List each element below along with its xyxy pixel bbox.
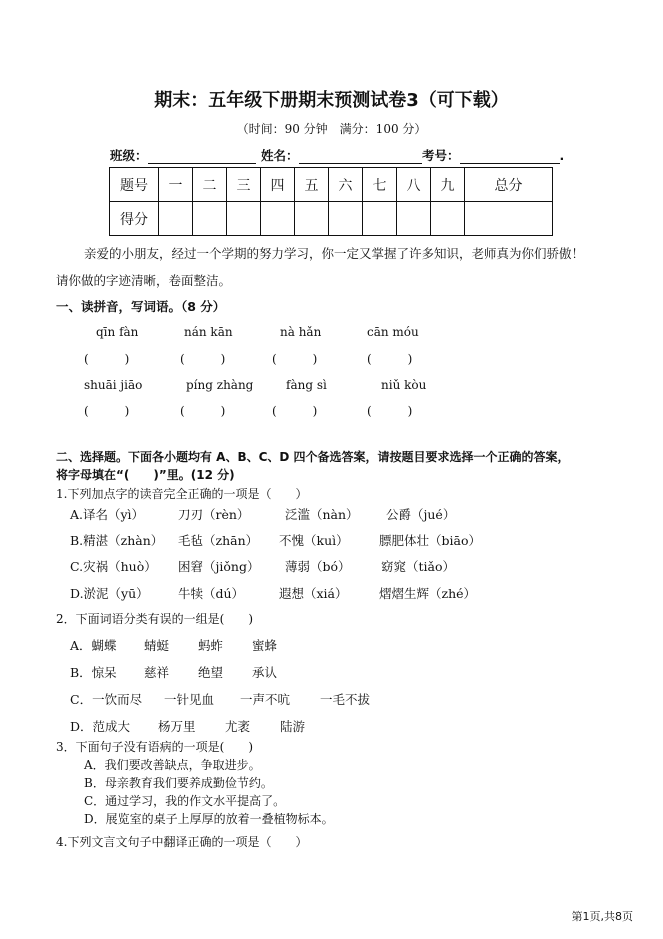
q3-option-c: C．通过学习，我的作文水平提高了。 [84, 794, 286, 808]
score-header-cell: 四 [261, 168, 295, 202]
section-2-heading-line-2: 将字母填在“( )”里。(12 分) [56, 468, 235, 482]
answer-blank[interactable]: ( ) [180, 352, 226, 366]
name-label: 姓名： [261, 148, 299, 163]
score-header-cell: 九 [431, 168, 465, 202]
q2-option-d-item: 杨万里 [158, 719, 196, 734]
q2-option-a-item: 蚂蚱 [198, 638, 224, 653]
score-cell[interactable] [397, 202, 431, 236]
q1-option-c: C.灾祸（huò） [70, 559, 157, 574]
page-title: 期末：五年级下册期末预测试卷3（可下载） [154, 90, 509, 111]
q1-option-d-item: 熠熠生辉（zhé） [379, 586, 477, 601]
pinyin-item: fàng sì [286, 378, 327, 392]
pinyin-item: qīn fàn [96, 325, 139, 339]
score-header-cell: 总分 [465, 168, 553, 202]
score-header-cell: 二 [193, 168, 227, 202]
question-2-stem: 2．下面词语分类有误的一组是( ) [56, 612, 253, 626]
class-field [110, 146, 256, 164]
score-cell[interactable] [431, 202, 465, 236]
question-4-stem: 4.下列文言文句子中翻译正确的一项是（ ） [56, 835, 308, 849]
end-mark: . [559, 148, 565, 163]
q1-option-a-item: 公爵（jué） [386, 507, 456, 522]
score-header-cell: 七 [363, 168, 397, 202]
score-header-cell: 六 [329, 168, 363, 202]
section-1-heading: 一、读拼音，写词语。（8 分） [56, 299, 226, 314]
class-label: 班级： [110, 148, 148, 163]
q1-option-c-item: 薄弱（bó） [285, 559, 351, 574]
q1-option-c-item: 窈窕（tiǎo） [381, 559, 455, 574]
id-blank[interactable] [460, 150, 560, 164]
score-header-cell: 题号 [110, 168, 159, 202]
q2-option-b-item: 承认 [252, 665, 278, 680]
id-label: 考号： [422, 148, 460, 163]
pinyin-item: nán kān [184, 325, 233, 339]
exam-time-info: （时间：90 分钟 满分：100 分） [236, 122, 427, 136]
q2-option-a-item: 蜻蜓 [144, 638, 170, 653]
score-header-cell: 三 [227, 168, 261, 202]
q2-option-d-item: 陆游 [280, 719, 306, 734]
answer-blank[interactable]: ( ) [84, 352, 130, 366]
q3-option-d: D．展览室的桌子上厚厚的放着一叠植物标本。 [84, 812, 334, 826]
score-cell[interactable] [193, 202, 227, 236]
q3-option-b: B．母亲教育我们要养成勤俭节约。 [84, 776, 273, 790]
q1-option-d: D.淤泥（yū） [70, 586, 149, 601]
q2-option-d-item: 尤袤 [225, 719, 251, 734]
q2-option-a: A．蝴蝶 [70, 638, 117, 653]
pinyin-item: píng zhàng [186, 378, 254, 392]
q2-option-c: C．一饮而尽 [70, 692, 143, 707]
page-indicator: 第1页,共8页 [571, 910, 633, 923]
q1-option-a: A.译名（yì） [70, 507, 145, 522]
score-header-cell: 一 [159, 168, 193, 202]
pinyin-item: nà hǎn [280, 325, 322, 339]
q2-option-c-item: 一声不吭 [240, 692, 291, 707]
answer-blank[interactable]: ( ) [367, 352, 413, 366]
score-table-score-row [110, 202, 553, 236]
q1-option-d-item: 遐想（xiá） [279, 586, 348, 601]
q2-option-b: B．惊呆 [70, 665, 117, 680]
score-cell[interactable] [465, 202, 553, 236]
intro-line-1: 亲爱的小朋友，经过一个学期的努力学习，你一定又掌握了许多知识，老师真为你们骄傲！ [84, 246, 585, 261]
q2-option-b-item: 慈祥 [144, 665, 170, 680]
score-cell[interactable] [329, 202, 363, 236]
q1-option-c-item: 困窘（jiǒng） [178, 559, 260, 574]
score-cell[interactable] [363, 202, 397, 236]
pinyin-item: shuāi jiāo [84, 378, 143, 392]
q1-option-a-item: 泛滥（nàn） [285, 507, 359, 522]
name-blank[interactable] [299, 150, 422, 164]
q1-option-b-item: 毛毡（zhān） [178, 533, 259, 548]
q2-option-c-item: 一针见血 [164, 692, 215, 707]
name-field [261, 146, 422, 164]
class-blank[interactable] [148, 150, 256, 164]
score-row-label: 得分 [110, 202, 159, 236]
score-table [109, 167, 553, 236]
score-cell[interactable] [227, 202, 261, 236]
question-3-stem: 3．下面句子没有语病的一项是( ) [56, 740, 253, 754]
score-cell[interactable] [295, 202, 329, 236]
score-cell[interactable] [261, 202, 295, 236]
section-2-heading-line-1: 二、选择题。下面各小题均有 A、B、C、D 四个备选答案，请按题目要求选择一个正确的答案， [56, 450, 570, 464]
q1-option-b-item: 不愧（kuì） [279, 533, 349, 548]
question-1-stem: 1.下列加点字的读音完全正确的一项是（ ） [56, 487, 308, 501]
answer-blank[interactable]: ( ) [367, 404, 413, 418]
intro-line-2: 请你做的字迹清晰，卷面整洁。 [56, 273, 232, 288]
id-field [422, 146, 564, 164]
q1-option-a-item: 刀刃（rèn） [178, 507, 250, 522]
q1-option-b-item: 膘肥体壮（biāo） [379, 533, 481, 548]
q2-option-b-item: 绝望 [198, 665, 224, 680]
pinyin-item: cān móu [367, 325, 419, 339]
q2-option-c-item: 一毛不拔 [320, 692, 371, 707]
score-header-cell: 五 [295, 168, 329, 202]
q1-option-b: B.精湛（zhàn） [70, 533, 164, 548]
answer-blank[interactable]: ( ) [272, 352, 318, 366]
score-cell[interactable] [159, 202, 193, 236]
score-table-header-row [110, 168, 553, 202]
q1-option-d-item: 牛犊（dú） [178, 586, 245, 601]
q2-option-d: D．范成大 [70, 719, 131, 734]
score-header-cell: 八 [397, 168, 431, 202]
answer-blank[interactable]: ( ) [272, 404, 318, 418]
q2-option-a-item: 蜜蜂 [252, 638, 278, 653]
answer-blank[interactable]: ( ) [180, 404, 226, 418]
pinyin-item: niǔ kòu [381, 378, 427, 392]
q3-option-a: A．我们要改善缺点，争取进步。 [84, 758, 261, 772]
answer-blank[interactable]: ( ) [84, 404, 130, 418]
